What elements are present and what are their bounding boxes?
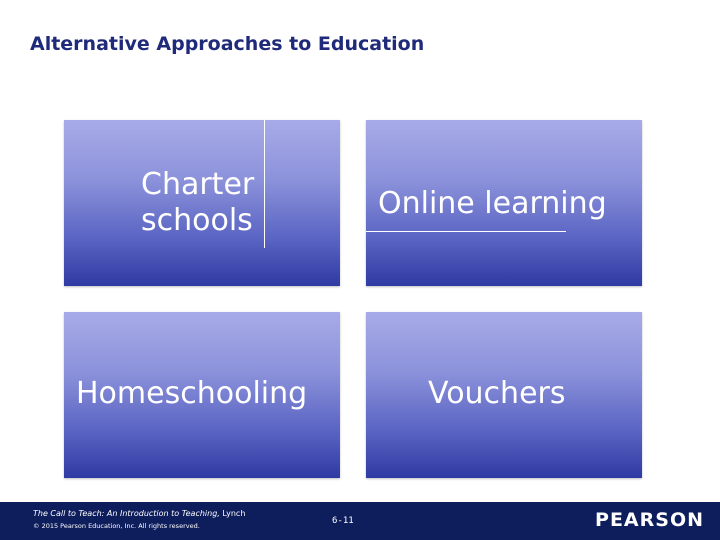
tile-online-learning <box>366 120 642 286</box>
tile-vouchers <box>366 312 642 478</box>
footer-bar <box>0 502 720 540</box>
footer-copyright: © 2015 Pearson Education, Inc. All rights reserved. <box>33 522 200 530</box>
pearson-logo: PEARSON <box>595 509 704 531</box>
tile-divider-horizontal <box>366 231 566 232</box>
slide-title: Alternative Approaches to Education <box>30 33 425 55</box>
tile-label-online-learning: Online learning <box>378 186 607 221</box>
tile-label-vouchers: Vouchers <box>428 376 566 411</box>
tile-charter-schools <box>64 120 340 286</box>
footer-book-author: Lynch <box>219 509 246 518</box>
footer-book-title: The Call to Teach: An Introduction to Teaching, <box>33 509 220 518</box>
tile-homeschooling <box>64 312 340 478</box>
tile-label-homeschooling: Homeschooling <box>76 376 308 411</box>
footer-book-citation <box>33 509 245 518</box>
footer-page-number: 6-11 <box>332 516 354 526</box>
tile-label-charter-schools: Charter schools <box>141 167 255 238</box>
